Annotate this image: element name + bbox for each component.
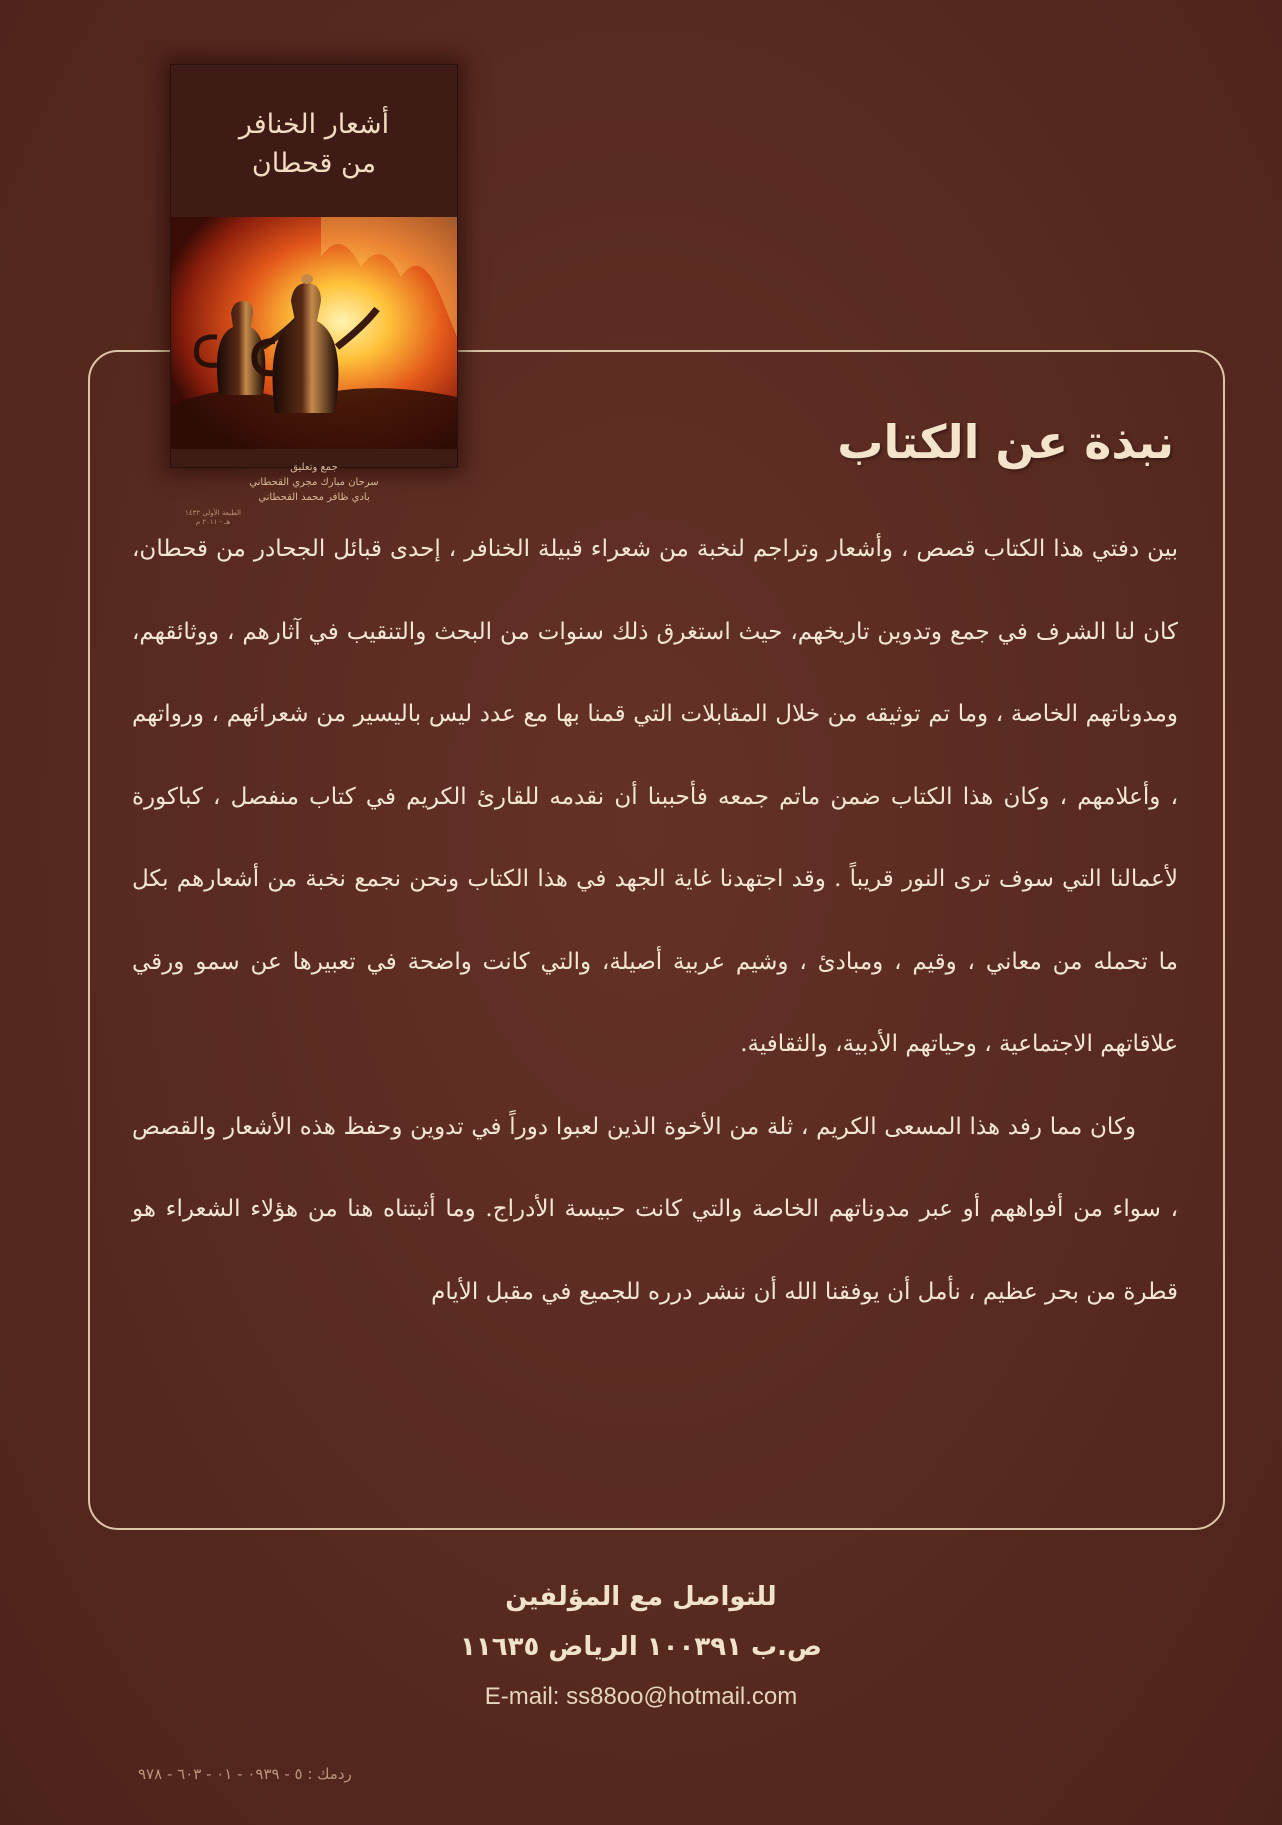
section-heading: نبذة عن الكتاب bbox=[837, 415, 1174, 469]
cover-title bbox=[171, 105, 457, 183]
contact-email: E-mail: ss88oo@hotmail.com bbox=[484, 1683, 798, 1710]
isbn-number: ردمك : ٥ - ٠٩٣٩ - ٠١ - ٦٠٣ - ٩٧٨ bbox=[138, 1765, 352, 1783]
cover-credit-line: جمع وتعليق bbox=[290, 462, 338, 473]
cover-credits bbox=[171, 460, 457, 505]
book-cover-thumbnail bbox=[170, 64, 458, 527]
cover-credit-line: بادي ظافر محمد القحطاني bbox=[258, 492, 370, 503]
po-box-address: ص.ب ١٠٠٣٩١ الرياض ١١٦٣٥ bbox=[459, 1632, 823, 1662]
paragraph: بين دفتي هذا الكتاب قصص ، وأشعار وتراجم لنخبة من شعراء قبيلة الخنافر ، إحدى قبائل الجحادر من قحطان، كان لنا الشرف في جمع وتدوين تاريخهم، حيث استغرق ذلك سنوات من البحث والتنقيب في آثارهم ، ووثائقهم، ومدوناتهم الخاصة ، وما تم توثيقه من خلال المقابلات التي قمنا بها مع عدد ليس باليسير من شعرائهم ، ورواتهم ، وأعلامهم ، وكان هذا الكتاب ضمن ماتم جمعه فأحببنا أن نقدمه للقارئ الكريم في كتاب منفصل ، كباكورة لأعمالنا التي سوف ترى النور قريباً . وقد اجتهدنا غاية الجهد في هذا الكتاب ونحن نجمع نخبة من أشعارهم بكل ما تحمله من معاني ، وقيم ، ومبادئ ، وشيم عربية أصيلة، والتي كانت واضحة في تعبيرها عن سمو ورقي علاقاتهم الاجتماعية ، وحياتهم الأدبية، والثقافية. bbox=[132, 536, 1178, 1057]
paragraph: وكان مما رفد هذا المسعى الكريم ، ثلة من الأخوة الذين لعبوا دوراً في تدوين وحفظ هذه الأشعار والقصص ، سواء من أفواههم أو عبر مدوناتهم الخاصة والتي كانت حبيسة الأدراج. وما أثبتناه هنا من هؤلاء الشعراء هو قطرة من بحر عظيم ، نأمل أن يوفقنا الله أن ننشر درره للجميع في مقبل الأيام bbox=[132, 1113, 1178, 1305]
cover-credit-line: سرحان مبارك مجري القحطاني bbox=[249, 477, 379, 488]
about-book-text bbox=[132, 508, 1178, 1333]
contact-title: للتواصل مع المؤلفين bbox=[505, 1582, 777, 1612]
cover-fire-coffee-pots-image bbox=[171, 217, 457, 449]
cover-edition: الطبعة الأولى ١٤٣٢ هـ - ٢٠١١ م bbox=[185, 509, 241, 527]
cover-title-line2: من قحطان bbox=[251, 148, 377, 180]
contact-block bbox=[0, 1572, 1282, 1722]
cover-title-line1: أشعار الخنافر bbox=[238, 109, 390, 140]
